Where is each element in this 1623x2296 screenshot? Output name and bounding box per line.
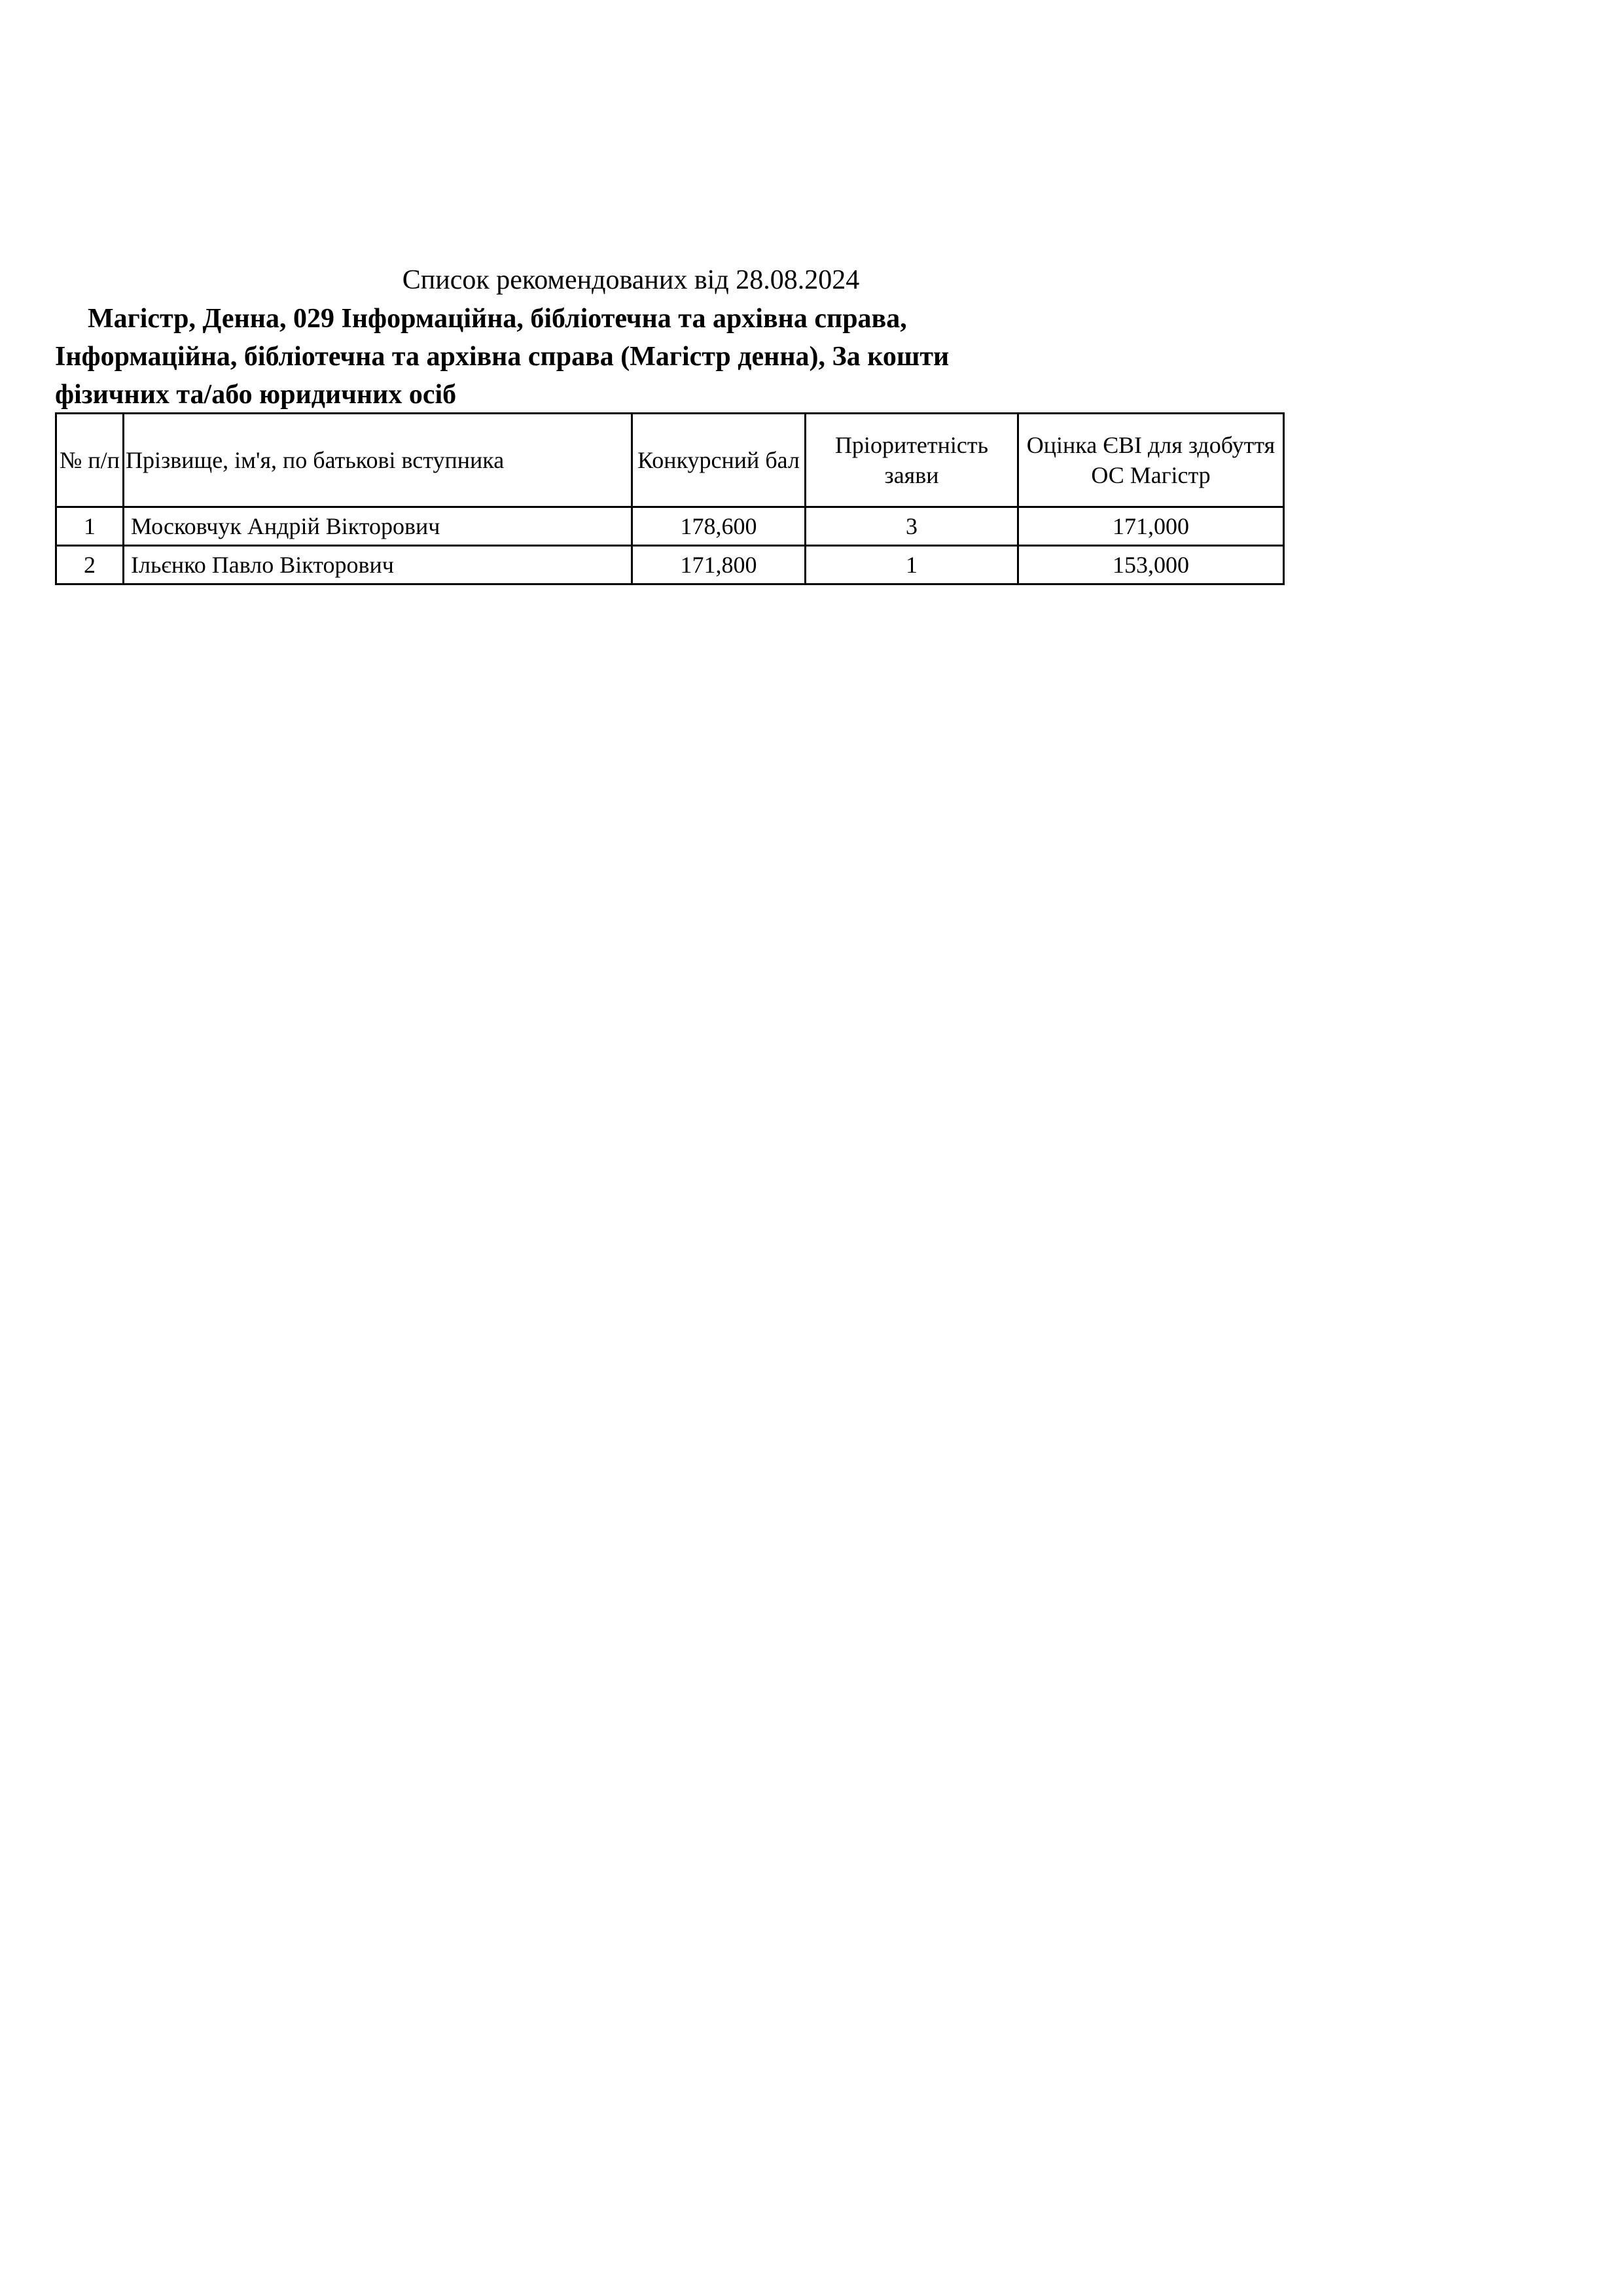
table-row (56, 507, 1284, 546)
cell-applicant-name: Московчук Андрій Вікторович (124, 507, 632, 546)
cell-competitive-score: 178,600 (632, 507, 806, 546)
cell-number: 1 (56, 507, 124, 546)
header-applicant-name: Прізвище, ім'я, по батькові вступника (124, 414, 632, 507)
header-application-priority: Пріоритетність заяви (806, 414, 1018, 507)
table-header-row (56, 414, 1284, 507)
table-row (56, 546, 1284, 584)
cell-number: 2 (56, 546, 124, 584)
document-subtitle (55, 300, 1207, 414)
cell-evi-score: 153,000 (1018, 546, 1284, 584)
cell-evi-score: 171,000 (1018, 507, 1284, 546)
cell-applicant-name: Ільєнко Павло Вікторович (124, 546, 632, 584)
subtitle-line: Інформаційна, бібліотечна та архівна справа (Магістр денна), За кошти (55, 342, 950, 372)
cell-competitive-score: 171,800 (632, 546, 806, 584)
header-evi-score: Оцінка ЄВІ для здобуття ОС Магістр (1018, 414, 1284, 507)
subtitle-line: Магістр, Денна, 029 Інформаційна, бібліотечна та архівна справа, (88, 304, 907, 334)
document-title: Список рекомендованих від 28.08.2024 (402, 265, 860, 295)
header-competitive-score: Конкурсний бал (632, 414, 806, 507)
recommended-list-table (55, 412, 1285, 585)
cell-application-priority: 3 (806, 507, 1018, 546)
subtitle-line: фізичних та/або юридичних осіб (55, 380, 457, 410)
cell-application-priority: 1 (806, 546, 1018, 584)
header-number: № п/п (56, 414, 124, 507)
